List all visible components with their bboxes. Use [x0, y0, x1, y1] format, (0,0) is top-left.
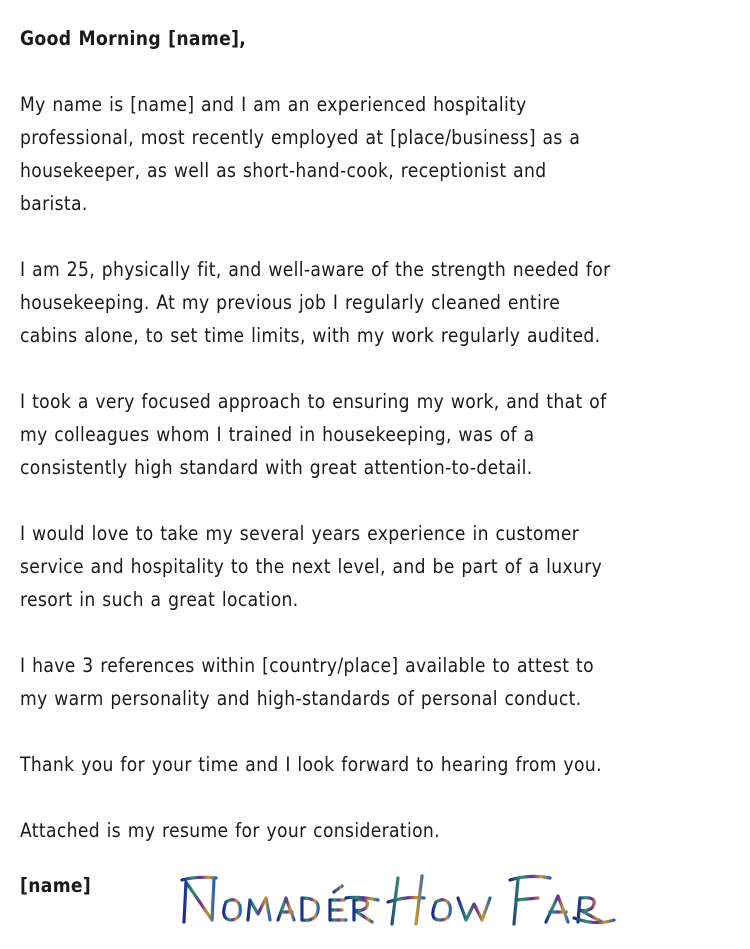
text-line: Thank you for your time and I look forward to hearing from you. [20, 753, 602, 776]
handwritten-signature [178, 868, 618, 930]
signature-block [20, 868, 740, 938]
text-line: cabins alone, to set time limits, with my work regularly audited. [20, 324, 601, 347]
text-line: service and hospitality to the next level, and be part of a luxury [20, 555, 603, 578]
text-line: I am 25, physically fit, and well-aware of the strength needed for [20, 258, 611, 281]
text-line: barista. [20, 192, 88, 215]
paragraph-thanks [20, 748, 742, 781]
text-line: professional, most recently employed at [place/business] as a [20, 126, 581, 149]
paragraph-intro [20, 88, 742, 220]
text-line: I would love to take my several years experience in customer [20, 522, 580, 545]
text-line: housekeeping. At my previous job I regularly cleaned entire [20, 291, 561, 314]
text-line: I have 3 references within [country/place] available to attest to [20, 654, 594, 677]
sign-name: [name] [20, 874, 92, 897]
text-line: My name is [name] and I am an experienced hospitality [20, 93, 527, 116]
paragraph-references [20, 649, 742, 715]
paragraph-fitness [20, 253, 742, 352]
text-line: I took a very focused approach to ensuring my work, and that of [20, 390, 607, 413]
text-line: my warm personality and high-standards of personal conduct. [20, 687, 582, 710]
paragraph-approach [20, 385, 742, 484]
paragraph-ambition [20, 517, 742, 616]
text-line: housekeeper, as well as short-hand-cook, receptionist and [20, 159, 547, 182]
text-line: consistently high standard with great attention-to-detail. [20, 456, 533, 479]
text-line: resort in such a great location. [20, 588, 299, 611]
text-line: my colleagues whom I trained in housekeeping, was of a [20, 423, 535, 446]
letter-body [20, 22, 742, 847]
greeting: Good Morning [name], [20, 27, 247, 50]
text-line: Attached is my resume for your consideration. [20, 819, 440, 842]
paragraph-attachment [20, 814, 742, 847]
